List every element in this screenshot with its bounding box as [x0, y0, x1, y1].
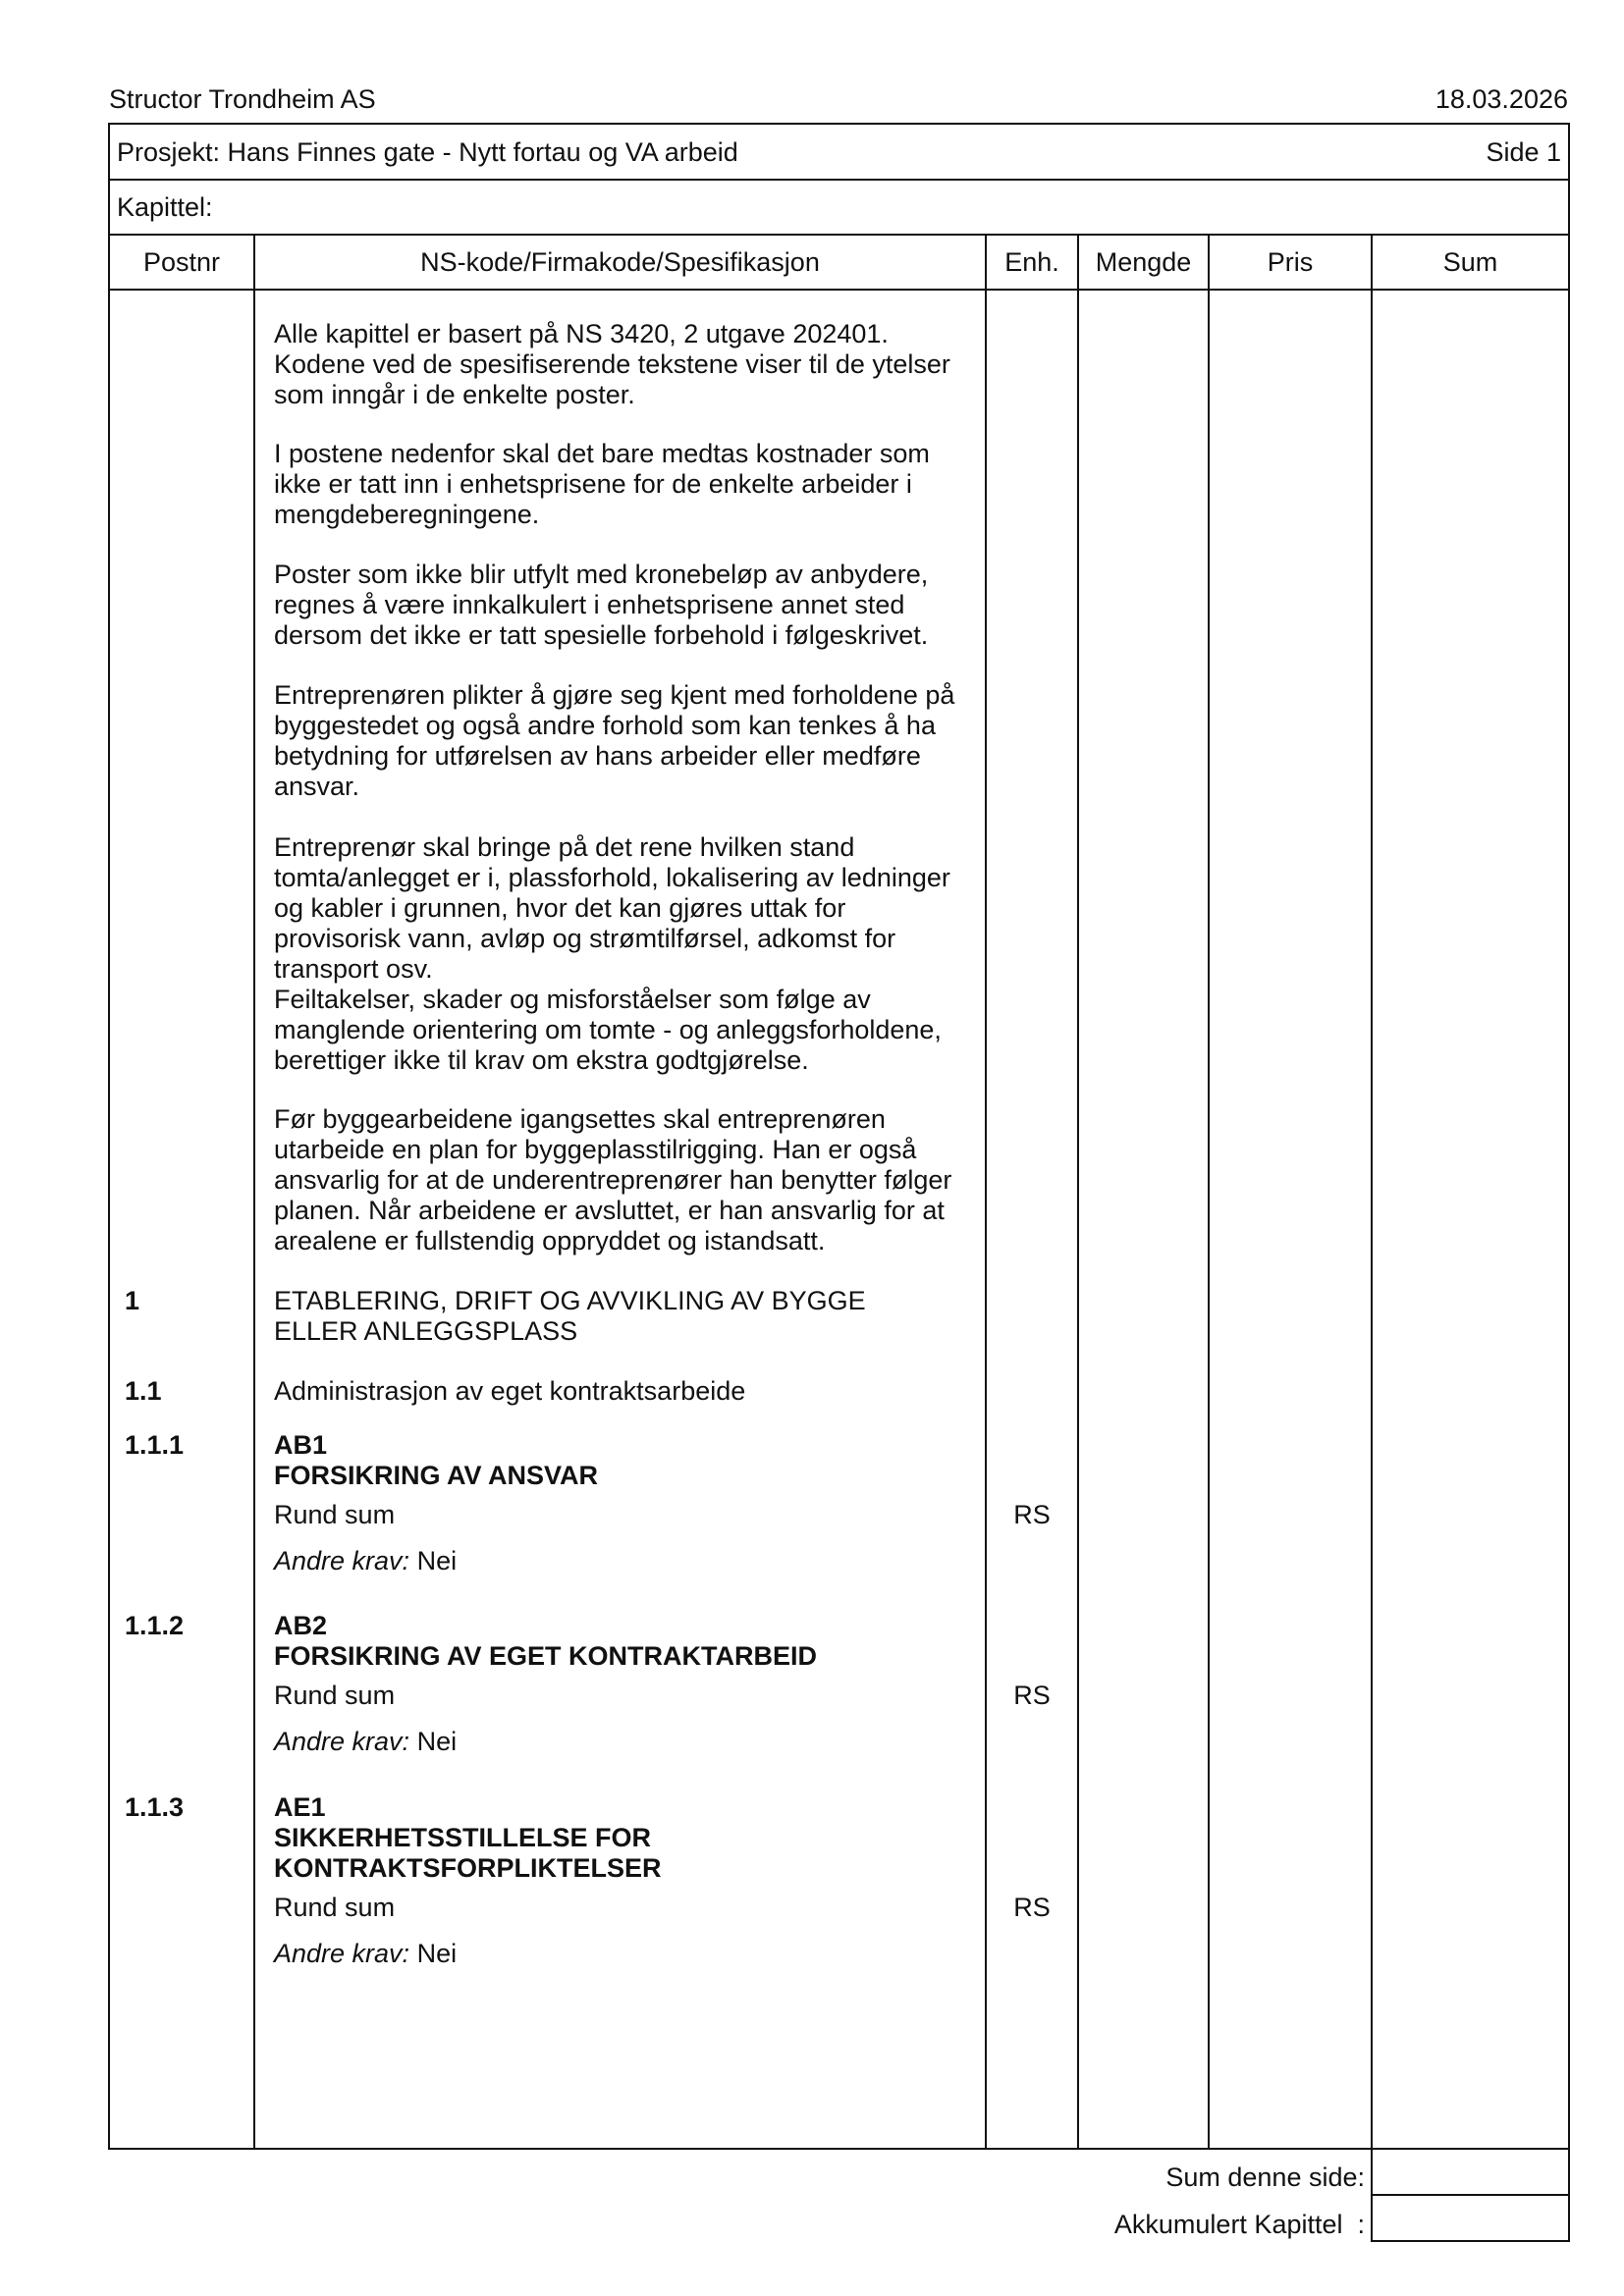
item-description: Rund sum	[274, 1500, 396, 1529]
page-number: Side 1	[1486, 137, 1561, 167]
chapter-label: Kapittel:	[117, 192, 213, 222]
section-postnr: 1	[125, 1286, 140, 1315]
column-header-sum: Sum	[1442, 247, 1498, 277]
column-header-quantity: Mengde	[1095, 247, 1192, 277]
item-unit: RS	[1013, 1893, 1051, 1922]
column-header-price: Pris	[1267, 247, 1314, 277]
sum-page-value[interactable]	[1373, 2150, 1566, 2194]
intro-paragraph: Før byggearbeidene igangsettes skal entreprenøren utarbeide en plan for byggeplasstilrigging. Han er også ansvarlig for at de underentreprenører han benytter følger planen. Når arbeidene er avsluttet, er han ansvarlig for at arealene er fullstendig oppryddet og istandsatt.	[274, 1104, 952, 1255]
column-header-unit: Enh.	[1004, 247, 1059, 277]
sum-page-label: Sum denne side:	[1165, 2163, 1365, 2192]
column-header-spec: NS-kode/Firmakode/Spesifikasjon	[420, 247, 820, 277]
item-unit: RS	[1013, 1681, 1051, 1710]
item-other-requirements	[274, 1546, 457, 1576]
column-header-postnr: Postnr	[142, 247, 221, 277]
intro-paragraph: I postene nedenfor skal det bare medtas kostnader som ikke er tatt inn i enhetsprisene for de enkelte arbeider i mengdeberegningene.	[274, 439, 930, 529]
section-title: ETABLERING, DRIFT OG AVVIKLING AV BYGGE ELLER ANLEGGSPLASS	[274, 1286, 866, 1346]
item-title: FORSIKRING AV EGET KONTRAKTARBEID	[274, 1641, 817, 1671]
item-code: AB1	[274, 1430, 328, 1460]
item-postnr: 1.1.3	[125, 1792, 185, 1822]
item-description: Rund sum	[274, 1681, 396, 1710]
intro-paragraph: Entreprenør skal bringe på det rene hvilken stand tomta/anlegget er i, plassforhold, lokalisering av ledninger og kabler i grunnen, hvor det kan gjøres uttak for provisorisk vann, avløp og strømtilførsel, adkomst for transport osv. Feiltakelser, skader og misforståelser som følge av manglende orientering om tomte - og anleggsforholdene, berettiger ikke til krav om ekstra godtgjørelse.	[274, 832, 950, 1075]
document-date: 18.03.2026	[1435, 84, 1568, 114]
item-other-requirements	[274, 1727, 457, 1757]
item-postnr: 1.1.1	[125, 1430, 185, 1460]
item-description: Rund sum	[274, 1893, 396, 1922]
other-requirements-value: Nei	[409, 1546, 458, 1575]
item-other-requirements	[274, 1939, 457, 1969]
item-title: SIKKERHETSSTILLELSE FOR KONTRAKTSFORPLIKTELSER	[274, 1823, 662, 1883]
other-requirements-value: Nei	[409, 1939, 458, 1968]
item-code: AE1	[274, 1792, 326, 1822]
company-name: Structor Trondheim AS	[109, 84, 376, 114]
accumulated-chapter-value[interactable]	[1373, 2196, 1566, 2240]
item-title: FORSIKRING AV ANSVAR	[274, 1461, 599, 1490]
project-title: Prosjekt: Hans Finnes gate - Nytt fortau og VA arbeid	[117, 137, 738, 167]
other-requirements-label: Andre krav:	[274, 1546, 410, 1575]
intro-paragraph: Poster som ikke blir utfylt med kronebeløp av anbydere, regnes å være innkalkulert i enhetsprisene annet sted dersom det ikke er tatt spesielle forbehold i følgeskrivet.	[274, 560, 929, 650]
accumulated-chapter-label: Akkumulert Kapittel :	[1113, 2210, 1365, 2239]
item-code: AB2	[274, 1611, 328, 1640]
section-postnr: 1.1	[125, 1376, 162, 1406]
intro-paragraph: Alle kapittel er basert på NS 3420, 2 utgave 202401. Kodene ved de spesifiserende tekstene viser til de ytelser som inngår i de enkelte poster.	[274, 319, 950, 409]
other-requirements-label: Andre krav:	[274, 1939, 410, 1968]
other-requirements-label: Andre krav:	[274, 1727, 410, 1756]
item-unit: RS	[1013, 1500, 1051, 1529]
item-postnr: 1.1.2	[125, 1611, 185, 1640]
section-title: Administrasjon av eget kontraktsarbeide	[274, 1376, 746, 1406]
intro-paragraph: Entreprenøren plikter å gjøre seg kjent med forholdene på byggestedet og også andre forhold som kan tenkes å ha betydning for utførelsen av hans arbeider eller medføre ansvar.	[274, 680, 955, 801]
other-requirements-value: Nei	[409, 1727, 458, 1756]
